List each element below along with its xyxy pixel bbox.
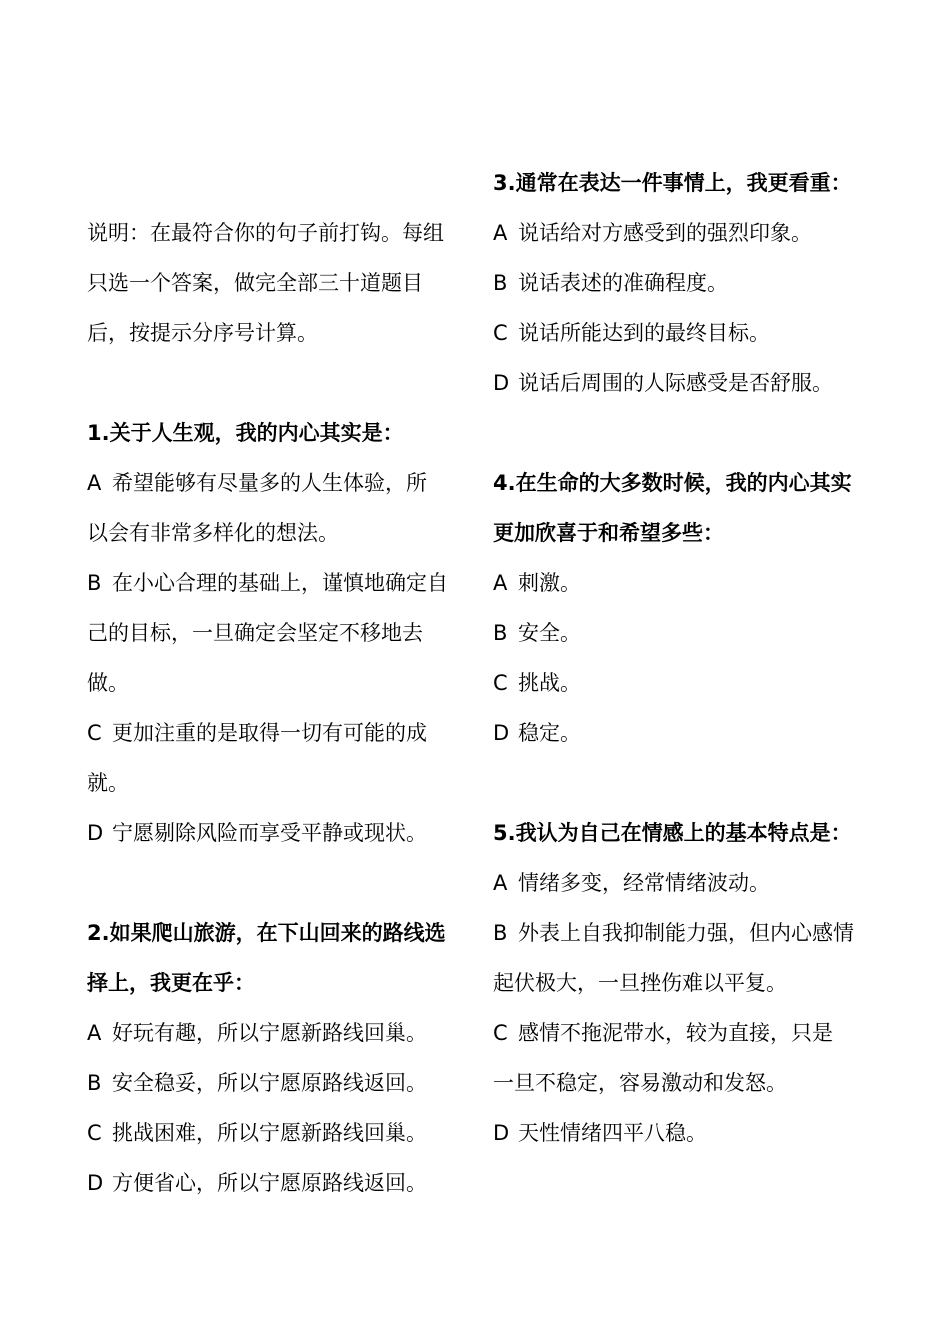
- option-text: 就。: [87, 771, 129, 795]
- option-letter: B: [87, 1071, 102, 1095]
- option-text: 希望能够有尽量多的人生体验，所: [112, 471, 427, 495]
- option-text: 安全。: [518, 621, 581, 645]
- question-1: [87, 408, 467, 858]
- option-d[interactable]: [493, 708, 873, 758]
- option-b[interactable]: [87, 558, 467, 708]
- question-4: [493, 458, 873, 758]
- option-c[interactable]: [493, 658, 873, 708]
- option-d[interactable]: [493, 358, 873, 408]
- option-text: 挑战困难，所以宁愿新路线回巢。: [112, 1121, 427, 1145]
- option-text: 说话给对方感受到的强烈印象。: [518, 221, 812, 245]
- option-text: 外表上自我抑制能力强，但内心感情: [518, 921, 854, 945]
- option-b[interactable]: [87, 1058, 467, 1108]
- option-letter: B: [493, 621, 508, 645]
- spacer: [493, 408, 873, 458]
- instructions: [87, 208, 467, 358]
- option-letter: C: [493, 671, 508, 695]
- option-text: 做。: [87, 671, 129, 695]
- option-text: 刺激。: [518, 571, 581, 595]
- option-letter: C: [493, 321, 508, 345]
- question-title: 更加欣喜于和希望多些：: [493, 521, 724, 545]
- question-5: [493, 808, 873, 1158]
- option-text: 安全稳妥，所以宁愿原路线返回。: [112, 1071, 427, 1095]
- option-letter: A: [493, 571, 508, 595]
- option-text: 情绪多变，经常情绪波动。: [518, 871, 770, 895]
- option-text: 己的目标，一旦确定会坚定不移地去: [87, 621, 423, 645]
- option-text: 挑战。: [518, 671, 581, 695]
- option-text: 方便省心，所以宁愿原路线返回。: [112, 1171, 427, 1195]
- option-a[interactable]: [87, 1008, 467, 1058]
- instructions-line: 说明：在最符合你的句子前打钩。每组: [87, 221, 444, 245]
- option-c[interactable]: [493, 1008, 873, 1108]
- option-text: 一旦不稳定，容易激动和发怒。: [493, 1071, 787, 1095]
- spacer: [87, 858, 467, 908]
- option-letter: C: [493, 1021, 508, 1045]
- option-a[interactable]: [493, 558, 873, 608]
- option-a[interactable]: [493, 208, 873, 258]
- option-text: 说话后周围的人际感受是否舒服。: [518, 371, 833, 395]
- option-b[interactable]: [493, 258, 873, 308]
- option-d[interactable]: [493, 1108, 873, 1158]
- question-3: [493, 158, 873, 408]
- option-letter: C: [87, 721, 102, 745]
- option-text: 好玩有趣，所以宁愿新路线回巢。: [112, 1021, 427, 1045]
- question-title: 5.我认为自己在情感上的基本特点是：: [493, 821, 852, 845]
- option-letter: D: [87, 821, 104, 845]
- option-text: 稳定。: [518, 721, 581, 745]
- left-column: [87, 208, 467, 1208]
- option-text: 起伏极大，一旦挫伤难以平复。: [493, 971, 787, 995]
- option-letter: D: [87, 1171, 104, 1195]
- option-b[interactable]: [493, 908, 873, 1008]
- option-letter: A: [493, 871, 508, 895]
- question-title: 1.关于人生观，我的内心其实是：: [87, 421, 404, 445]
- option-c[interactable]: [493, 308, 873, 358]
- option-letter: B: [493, 271, 508, 295]
- question-title: 2.如果爬山旅游，在下山回来的路线选: [87, 921, 446, 945]
- spacer: [87, 358, 467, 408]
- option-d[interactable]: [87, 808, 467, 858]
- option-text: 宁愿剔除风险而享受平静或现状。: [112, 821, 427, 845]
- option-text: 以会有非常多样化的想法。: [87, 521, 339, 545]
- instructions-line: 只选一个答案，做完全部三十道题目: [87, 271, 423, 295]
- right-column: [493, 158, 873, 1158]
- option-letter: B: [493, 921, 508, 945]
- question-title: 择上，我更在乎：: [87, 971, 255, 995]
- option-letter: A: [87, 471, 102, 495]
- option-text: 说话所能达到的最终目标。: [518, 321, 770, 345]
- option-a[interactable]: [87, 458, 467, 558]
- option-text: 在小心合理的基础上，谨慎地确定自: [112, 571, 448, 595]
- option-a[interactable]: [493, 858, 873, 908]
- option-c[interactable]: [87, 1108, 467, 1158]
- question-title: 4.在生命的大多数时候，我的内心其实: [493, 471, 852, 495]
- option-b[interactable]: [493, 608, 873, 658]
- option-text: 说话表述的准确程度。: [518, 271, 728, 295]
- option-d[interactable]: [87, 1158, 467, 1208]
- option-letter: A: [493, 221, 508, 245]
- option-letter: D: [493, 1121, 510, 1145]
- question-title: 3.通常在表达一件事情上，我更看重：: [493, 171, 852, 195]
- option-text: 天性情绪四平八稳。: [518, 1121, 707, 1145]
- option-letter: B: [87, 571, 102, 595]
- option-text: 更加注重的是取得一切有可能的成: [112, 721, 427, 745]
- spacer: [493, 758, 873, 808]
- option-letter: D: [493, 721, 510, 745]
- option-text: 感情不拖泥带水，较为直接，只是: [518, 1021, 833, 1045]
- instructions-line: 后，按提示分序号计算。: [87, 321, 318, 345]
- option-letter: C: [87, 1121, 102, 1145]
- option-letter: D: [493, 371, 510, 395]
- option-letter: A: [87, 1021, 102, 1045]
- option-c[interactable]: [87, 708, 467, 808]
- question-2: [87, 908, 467, 1208]
